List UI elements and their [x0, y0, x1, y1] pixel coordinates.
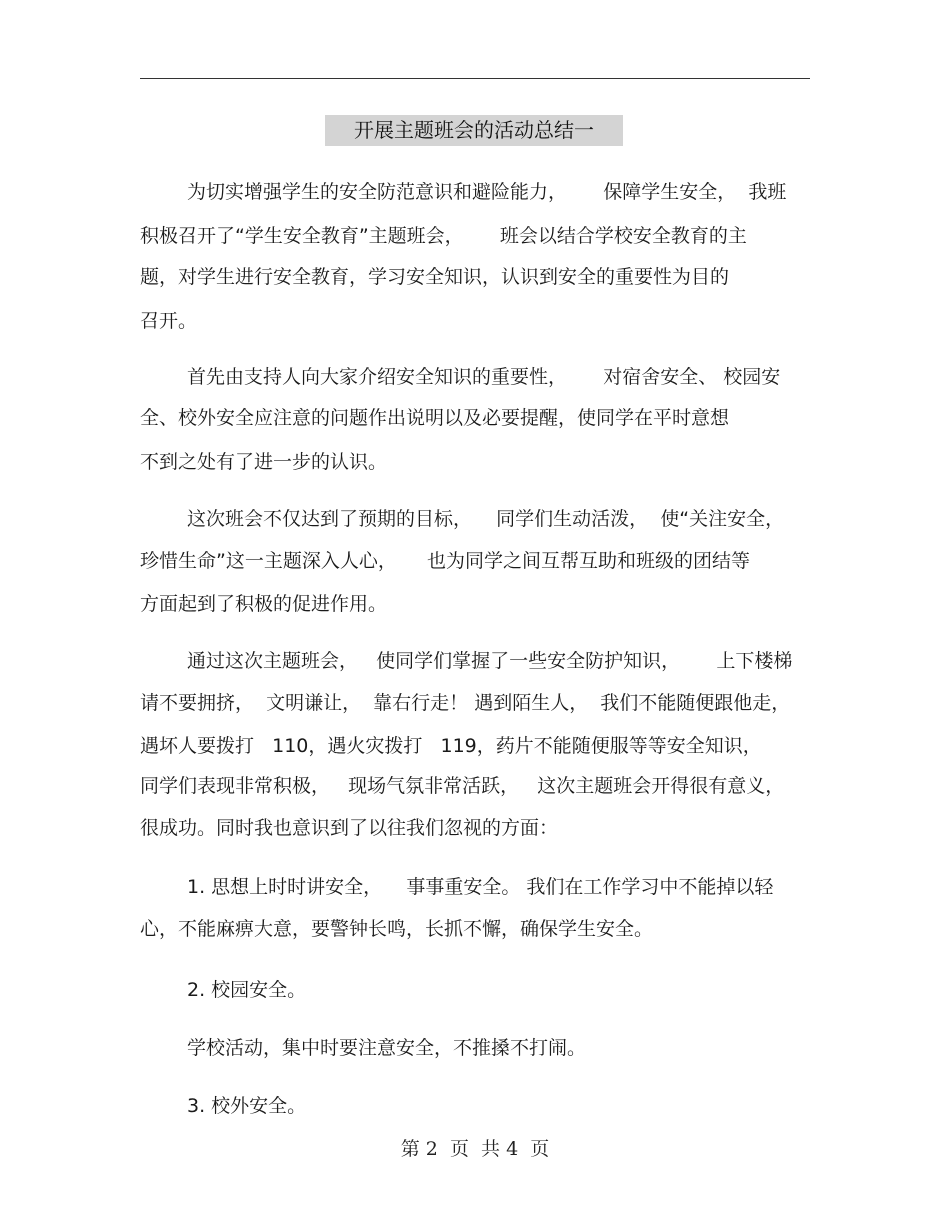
paragraph	[140, 1039, 810, 1067]
text-line: 题，对学生进行安全教育，学习安全知识，认识到安全的重要性为目的	[140, 266, 730, 288]
text-line: 珍惜生命”这一主题深入人心， 也为同学之间互帮互助和班级的团结等	[140, 550, 751, 572]
text-line: 这次班会不仅达到了预期的目标， 同学们生动活泼， 使“关注安全，	[187, 508, 785, 530]
paragraph	[140, 368, 810, 478]
text-line: 同学们表现非常积极， 现场气氛非常活跃， 这次主题班会开得很有意义，	[140, 775, 785, 797]
text-line: 积极召开了“学生安全教育”主题班会， 班会以结合学校安全教育的主	[140, 225, 747, 247]
paragraph	[140, 652, 810, 842]
text-line: 1. 思想上时时讲安全， 事事重安全。 我们在工作学习中不能掉以轻	[187, 876, 774, 898]
text-line: 心，不能麻痹大意，要警钟长鸣，长抓不懈，确保学生安全。	[140, 918, 654, 940]
text-line: 遇坏人要拨打 110，遇火灾拨打 119，药片不能随便服等等安全知识，	[140, 735, 762, 757]
text-line: 很成功。同时我也意识到了以往我们忽视的方面：	[140, 817, 559, 839]
paragraph	[140, 510, 810, 620]
text-line: 不到之处有了进一步的认识。	[140, 451, 388, 473]
page-footer: 第 2 页 共 4 页	[400, 1138, 550, 1160]
text-line: 请不要拥挤， 文明谦让， 靠右行走！ 遇到陌生人， 我们不能随便跟他走，	[140, 692, 791, 714]
text-line: 召开。	[140, 310, 198, 332]
text-line: 全、校外安全应注意的问题作出说明以及必要提醒，使同学在平时意想	[140, 407, 730, 429]
text-line: 为切实增强学生的安全防范意识和避险能力， 保障学生安全， 我班	[187, 181, 787, 203]
header-rule	[140, 78, 810, 79]
paragraph	[140, 878, 810, 948]
paragraph	[140, 1097, 810, 1125]
paragraph	[140, 981, 810, 1009]
paragraph	[140, 183, 810, 343]
text-line: 2. 校园安全。	[187, 979, 307, 1001]
page-title: 开展主题班会的活动总结一	[325, 115, 623, 146]
text-line: 3. 校外安全。	[187, 1095, 307, 1117]
text-line: 学校活动，集中时要注意安全，不推搡不打闹。	[187, 1037, 587, 1059]
text-line: 方面起到了积极的促进作用。	[140, 593, 388, 615]
text-line: 首先由支持人向大家介绍安全知识的重要性， 对宿舍安全、 校园安	[187, 366, 781, 388]
text-line: 通过这次主题班会， 使同学们掌握了一些安全防护知识， 上下楼梯	[187, 650, 793, 672]
